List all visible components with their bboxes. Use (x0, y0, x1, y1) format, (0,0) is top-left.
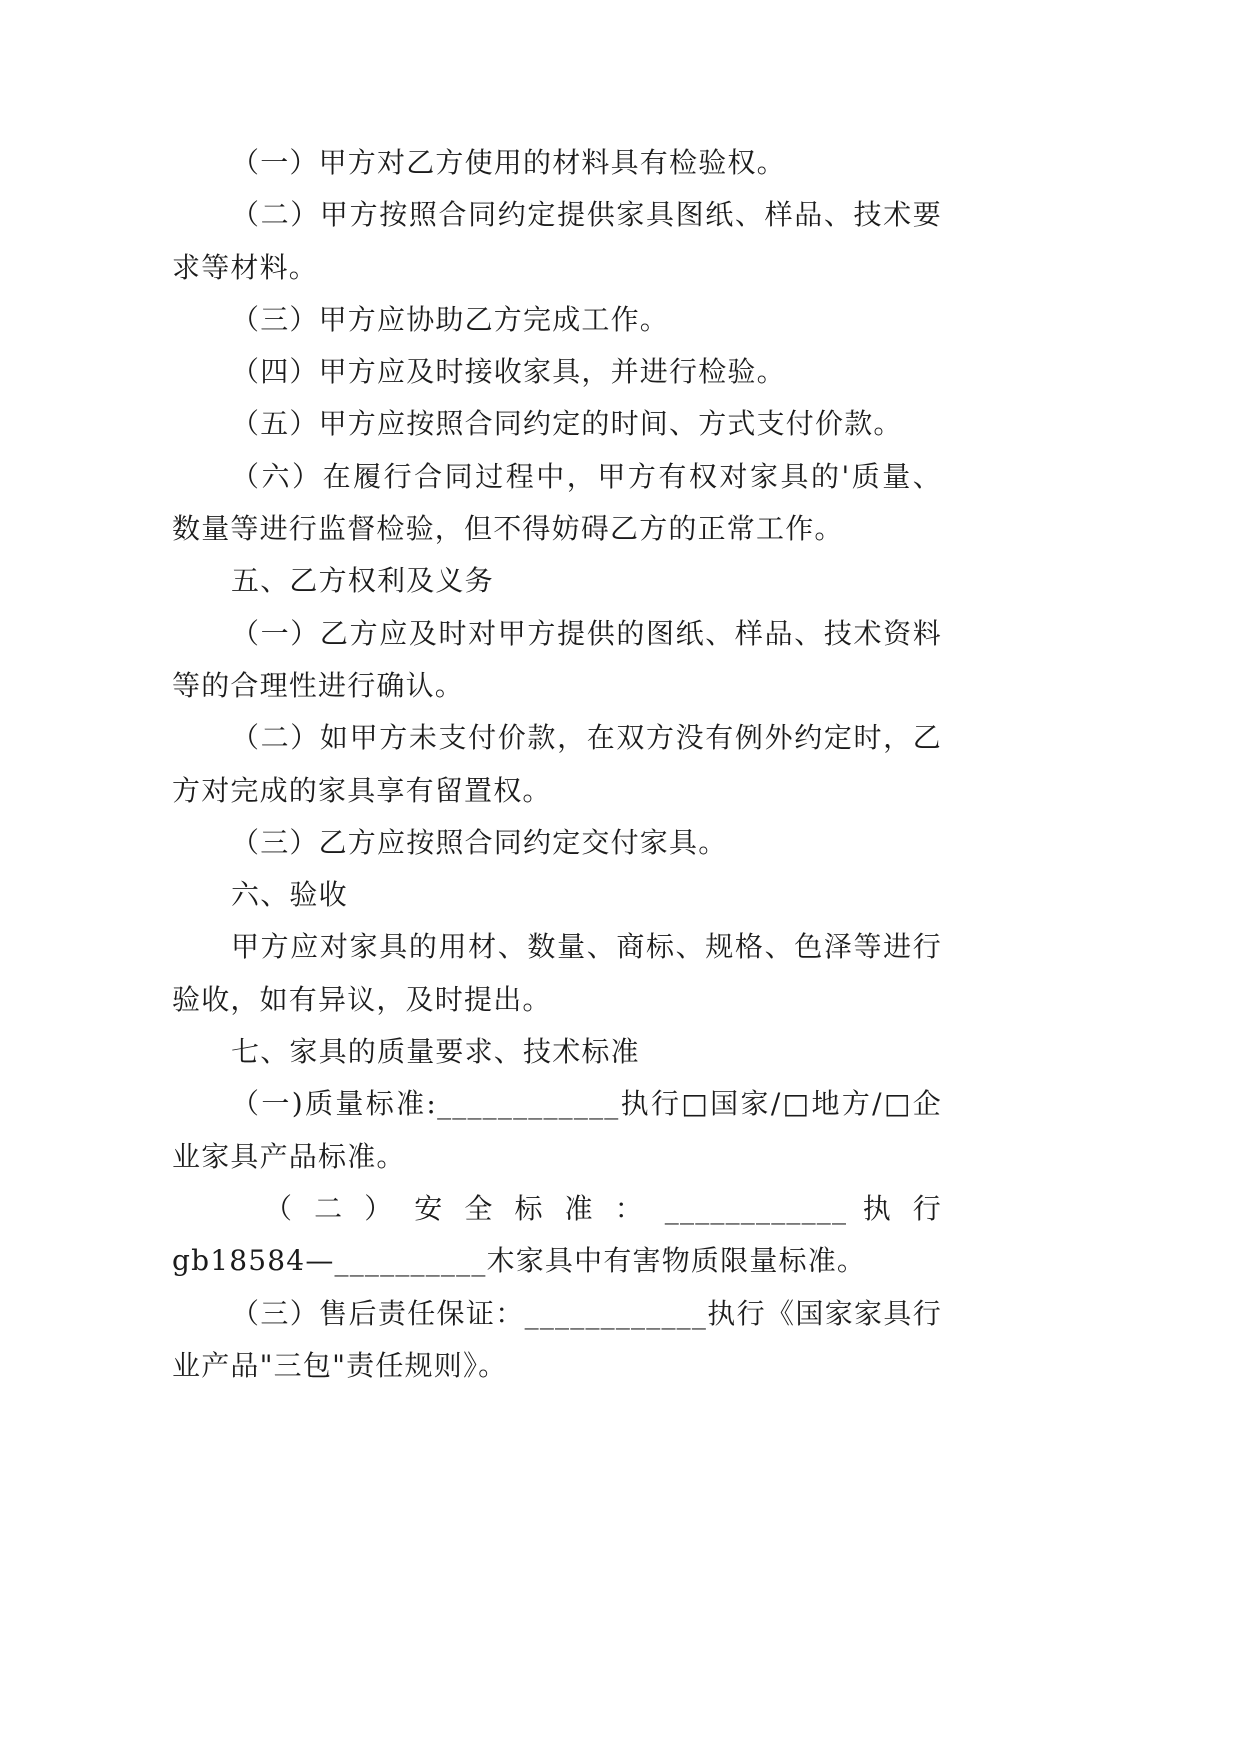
clause-line: （二）如甲方未支付价款，在双方没有例外约定时，乙 (231, 721, 942, 755)
clause-paragraph (172, 189, 942, 294)
section-heading-text: 五、乙方权利及义务 (231, 564, 494, 598)
clause-line: （六）在履行合同过程中，甲方有权对家具的'质量、 (231, 459, 942, 493)
document-body (172, 137, 942, 1392)
clause-line: （五）甲方应按照合同约定的时间、方式支付价款。 (231, 407, 903, 441)
clause-paragraph (172, 346, 942, 398)
clause-paragraph (172, 1288, 942, 1393)
section-heading (172, 1026, 942, 1078)
clause-line: 业产品"三包"责任规则》。 (172, 1348, 508, 1382)
clause-paragraph (172, 1183, 942, 1288)
clause-line: （三）售后责任保证：____________执行《国家家具行 (231, 1296, 942, 1330)
clause-line: （一)质量标准:____________执行□国家/□地方/□企 (231, 1087, 942, 1121)
clause-line: 验收，如有异议，及时提出。 (172, 982, 552, 1016)
section-heading (172, 555, 942, 607)
section-heading-text: 六、验收 (231, 878, 348, 912)
clause-line: 业家具产品标准。 (172, 1139, 406, 1173)
clause-paragraph (172, 398, 942, 450)
clause-line: gb18584—__________木家具中有害物质限量标准。 (172, 1244, 867, 1278)
clause-paragraph (172, 608, 942, 713)
clause-paragraph (172, 451, 942, 556)
clause-paragraph (172, 817, 942, 869)
clause-paragraph (172, 921, 942, 1026)
clause-line: 求等材料。 (172, 250, 319, 284)
clause-line: 数量等进行监督检验，但不得妨碍乙方的正常工作。 (172, 512, 844, 546)
clause-line: 甲方应对家具的用材、数量、商标、规格、色泽等进行 (231, 930, 942, 964)
clause-paragraph (172, 1078, 942, 1183)
clause-line: （三）甲方应协助乙方完成工作。 (231, 302, 670, 336)
clause-line: 等的合理性进行确认。 (172, 668, 465, 702)
clause-paragraph (172, 712, 942, 817)
section-heading (172, 869, 942, 921)
clause-paragraph (172, 137, 942, 189)
section-heading-text: 七、家具的质量要求、技术标准 (231, 1035, 640, 1069)
clause-line: （一）乙方应及时对甲方提供的图纸、样品、技术资料 (231, 616, 942, 650)
clause-line: （三）乙方应按照合同约定交付家具。 (231, 825, 728, 859)
clause-line: （ 二 ） 安 全 标 准 ： ____________ 执 行 (264, 1191, 942, 1225)
clause-line: 方对完成的家具享有留置权。 (172, 773, 552, 807)
clause-line: （二）甲方按照合同约定提供家具图纸、样品、技术要 (231, 198, 942, 232)
clause-line: （四）甲方应及时接收家具，并进行检验。 (231, 355, 786, 389)
clause-line: （一）甲方对乙方使用的材料具有检验权。 (231, 146, 786, 179)
clause-paragraph (172, 294, 942, 346)
